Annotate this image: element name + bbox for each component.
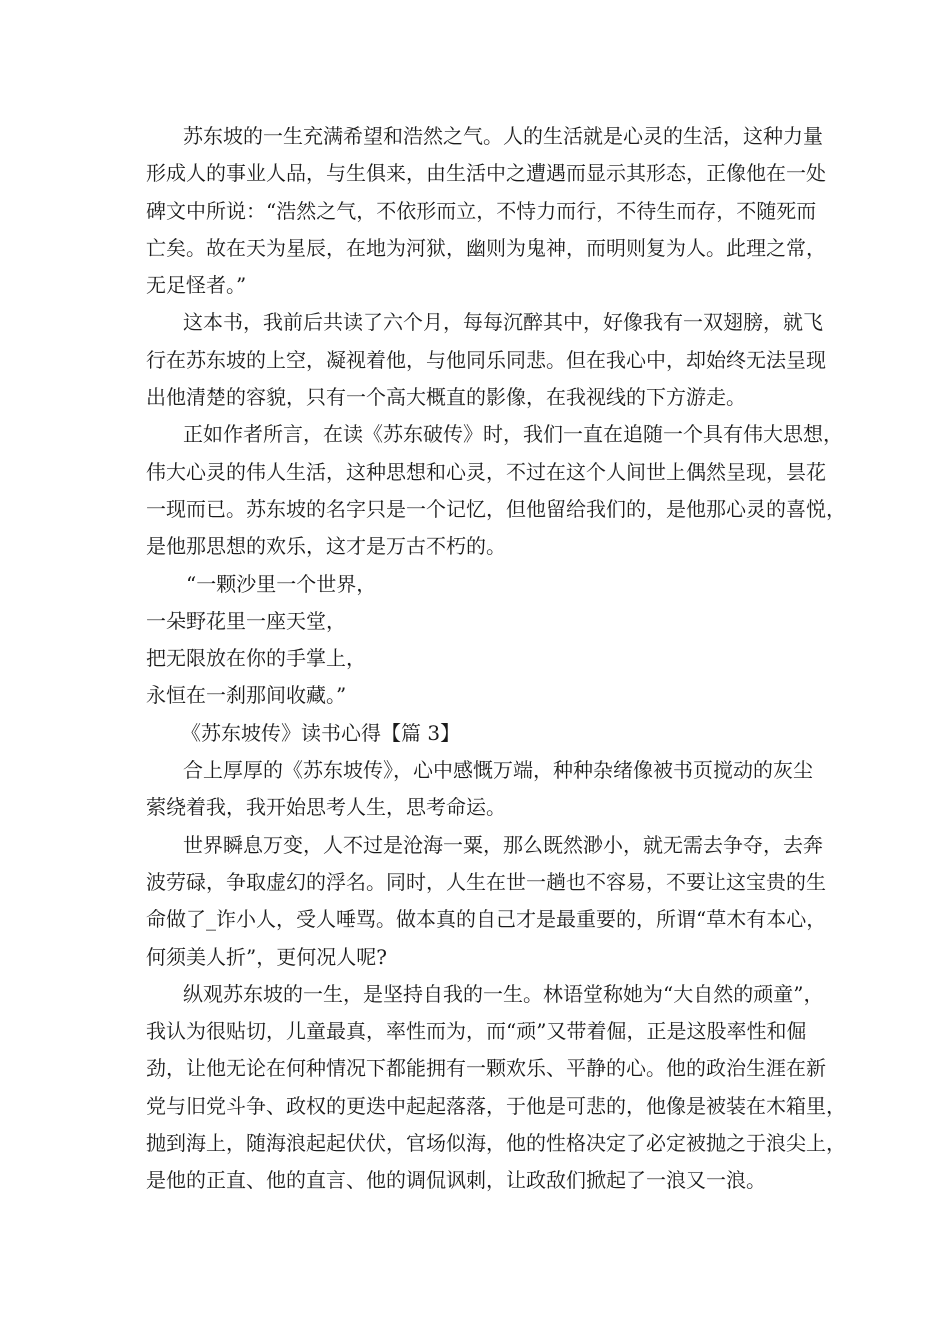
poem-line: 一朵野花里一座天堂， — [146, 608, 346, 633]
paragraph-line: 苏东坡的一生充满希望和浩然之气。人的生活就是心灵的生活，这种力量 — [183, 124, 823, 148]
paragraph-line: 世界瞬息万变，人不过是沧海一粟，那么既然渺小，就无需去争夺，去奔 — [183, 832, 823, 857]
paragraph-line: 波劳碌，争取虚幻的浮名。同时，人生在世一趟也不容易，不要让这宝贵的生 — [146, 869, 826, 894]
paragraph-line: 抛到海上，随海浪起起伏伏，官场似海，他的性格决定了必定被抛之于浪尖上， — [146, 1131, 846, 1156]
paragraph-line: 正如作者所言，在读《苏东破传》时，我们一直在追随一个具有伟大思想， — [183, 422, 843, 447]
paragraph-line: 行在苏东坡的上空，凝视着他，与他同乐同悲。但在我心中，却始终无法呈现 — [146, 347, 826, 372]
paragraph-line: 是他的正直、他的直言、他的调侃讽刺，让政敌们掀起了一浪又一浪。 — [146, 1168, 766, 1193]
paragraph-line: 劲，让他无论在何种情况下都能拥有一颗欢乐、平静的心。他的政治生涯在新 — [146, 1056, 826, 1081]
paragraph-line: 命做了_诈小人，受人唾骂。做本真的自己才是最重要的，所谓“草木有本心， — [146, 907, 827, 932]
paragraph-line: 亡矣。故在天为星辰，在地为河狱，幽则为鬼神，而明则复为人。此理之常， — [146, 235, 826, 260]
paragraph-line: 无足怪者。” — [146, 273, 247, 298]
paragraph-line: 萦绕着我，我开始思考人生，思考命运。 — [146, 795, 506, 820]
poem-line: 把无限放在你的手掌上， — [146, 646, 366, 671]
poem-line: “一颗沙里一个世界， — [186, 571, 377, 596]
paragraph-line: 形成人的事业人品，与生俱来，由生活中之遭遇而显示其形态，正像他在一处 — [146, 161, 826, 186]
document-body — [146, 118, 846, 1200]
paragraph-line: 合上厚厚的《苏东坡传》，心中感慨万端，种种杂绪像被书页搅动的灰尘 — [183, 758, 813, 783]
paragraph-line: 何须美人折”，更何况人呢? — [146, 944, 387, 969]
section-heading: 《苏东坡传》读书心得【篇 3】 — [181, 720, 461, 745]
paragraph-line: 碑文中所说：“浩然之气，不依形而立，不恃力而行，不待生而存，不随死而 — [146, 198, 817, 223]
paragraph-line: 出他清楚的容貌，只有一个高大概直的影像，在我视线的下方游走。 — [146, 385, 746, 410]
paragraph-line: 是他那思想的欢乐，这才是万古不朽的。 — [146, 534, 506, 559]
poem-line: 永恒在一刹那间收藏。” — [146, 683, 347, 708]
paragraph-line: 伟大心灵的伟人生活，这种思想和心灵，不过在这个人间世上偶然呈现，昙花 — [146, 459, 826, 484]
paragraph-line: 党与旧党斗争、政权的更迭中起起落落，于他是可悲的，他像是被装在木箱里， — [146, 1093, 846, 1118]
paragraph-line: 我认为很贴切，儿童最真，率性而为，而“顽”又带着倔，正是这股率性和倔 — [146, 1019, 807, 1044]
paragraph-line: 纵观苏东坡的一生，是坚持自我的一生。林语堂称她为“大自然的顽童”， — [183, 981, 824, 1006]
paragraph-line: 这本书，我前后共读了六个月，每每沉醉其中，好像我有一双翅膀，就飞 — [183, 310, 823, 335]
paragraph-line: 一现而已。苏东坡的名字只是一个记忆，但他留给我们的，是他那心灵的喜悦， — [146, 496, 846, 521]
